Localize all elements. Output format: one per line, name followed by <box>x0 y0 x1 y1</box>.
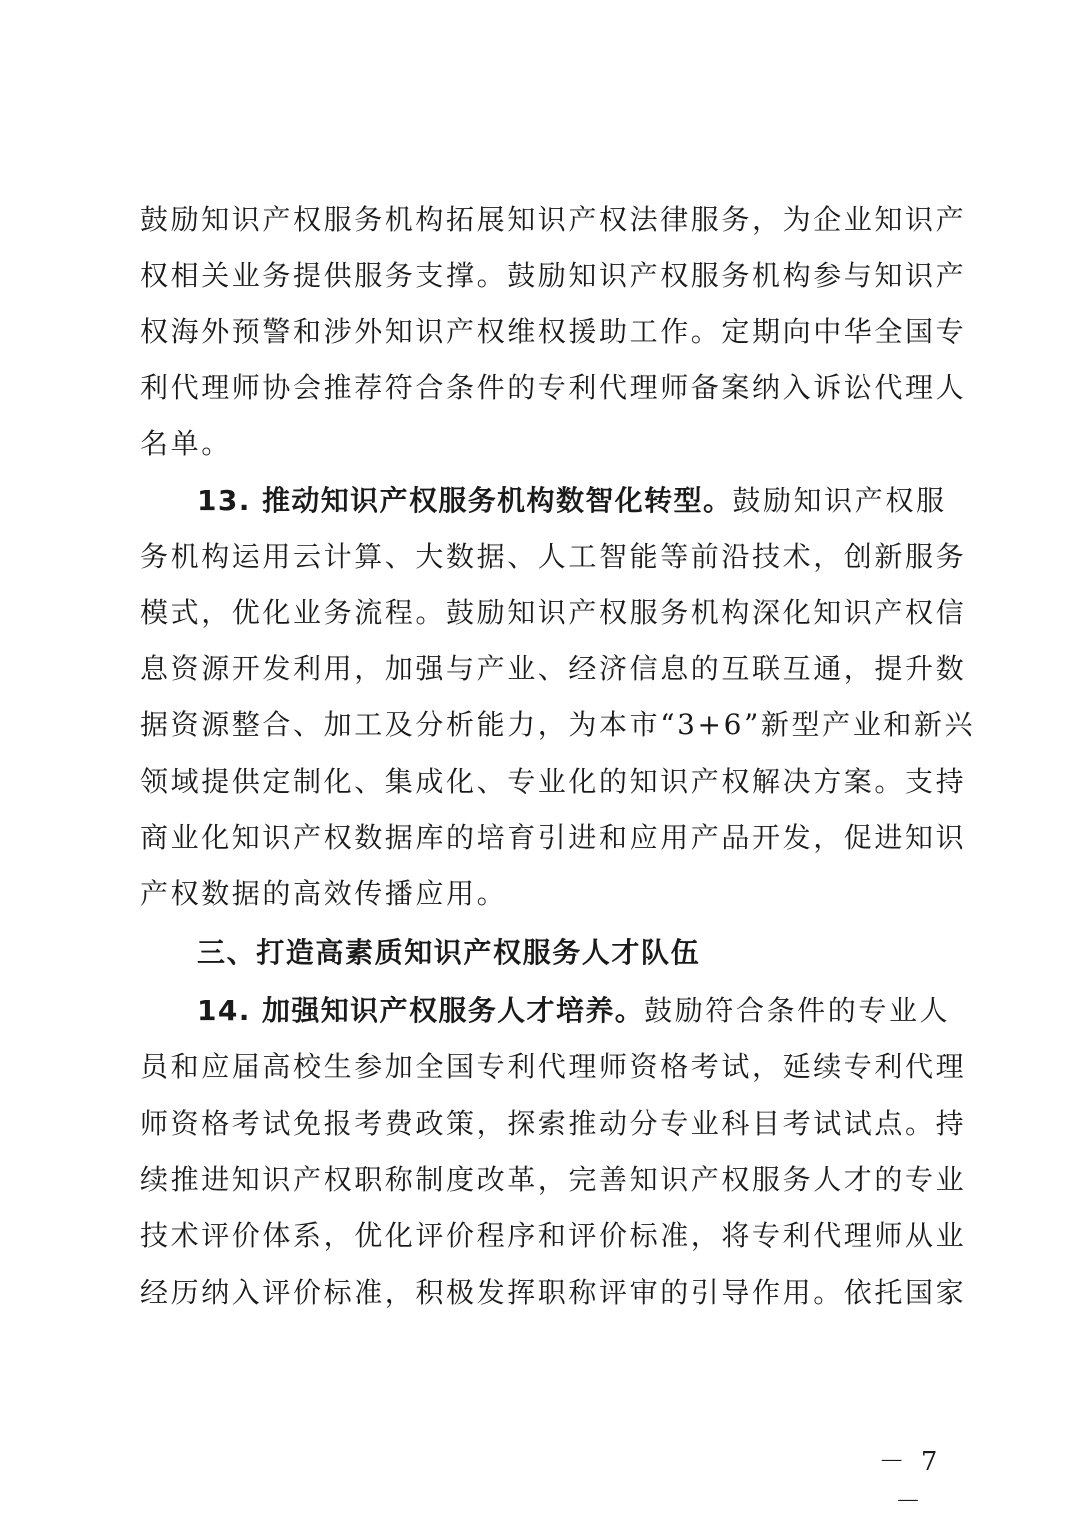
paragraph-line: 务机构运用云计算、大数据、人工智能等前沿技术，创新服务 <box>140 540 967 573</box>
paragraph-line: 利代理师协会推荐符合条件的专利代理师备案纳入诉讼代理人 <box>140 371 967 404</box>
paragraph-line: 息资源开发利用，加强与产业、经济信息的互联互通，提升数 <box>140 652 967 685</box>
section-heading: 三、打造高素质知识产权服务人才队伍 <box>197 936 701 969</box>
paragraph-line: 续推进知识产权职称制度改革，完善知识产权服务人才的专业 <box>140 1163 967 1196</box>
item-14-heading: 14. 加强知识产权服务人才培养。 <box>197 994 645 1027</box>
paragraph-line: 据资源整合、加工及分析能力，为本市“3+6”新型产业和新兴 <box>140 708 976 741</box>
paragraph-line: 员和应届高校生参加全国专利代理师资格考试，延续专利代理 <box>140 1050 967 1083</box>
item-13-first-line-rest: 鼓励知识产权服 <box>732 484 947 517</box>
paragraph-line: 权相关业务提供服务支撑。鼓励知识产权服务机构参与知识产 <box>140 259 967 292</box>
paragraph-line: 名单。 <box>140 427 232 460</box>
item-14-first-line <box>197 983 951 1039</box>
paragraph-line: 模式，优化业务流程。鼓励知识产权服务机构深化知识产权信 <box>140 596 967 629</box>
item-13-first-line <box>197 473 947 529</box>
paragraph-line: 经历纳入评价标准，积极发挥职称评审的引导作用。依托国家 <box>140 1276 967 1309</box>
paragraph-line: 商业化知识产权数据库的培育引进和应用产品开发，促进知识 <box>140 821 967 854</box>
paragraph-line: 师资格考试免报考费政策，探索推动分专业科目考试试点。持 <box>140 1107 967 1140</box>
page-number: － 7 － <box>878 1447 942 1517</box>
paragraph-line: 技术评价体系，优化评价程序和评价标准，将专利代理师从业 <box>140 1219 967 1252</box>
paragraph-line: 领域提供定制化、集成化、专业化的知识产权解决方案。支持 <box>140 765 967 798</box>
item-14-first-line-rest: 鼓励符合条件的专业人 <box>644 994 951 1027</box>
paragraph-line: 产权数据的高效传播应用。 <box>140 877 508 910</box>
paragraph-line: 权海外预警和涉外知识产权维权援助工作。定期向中华全国专 <box>140 315 967 348</box>
paragraph-line: 鼓励知识产权服务机构拓展知识产权法律服务，为企业知识产 <box>140 203 967 236</box>
item-13-heading: 13. 推动知识产权服务机构数智化转型。 <box>197 484 733 517</box>
